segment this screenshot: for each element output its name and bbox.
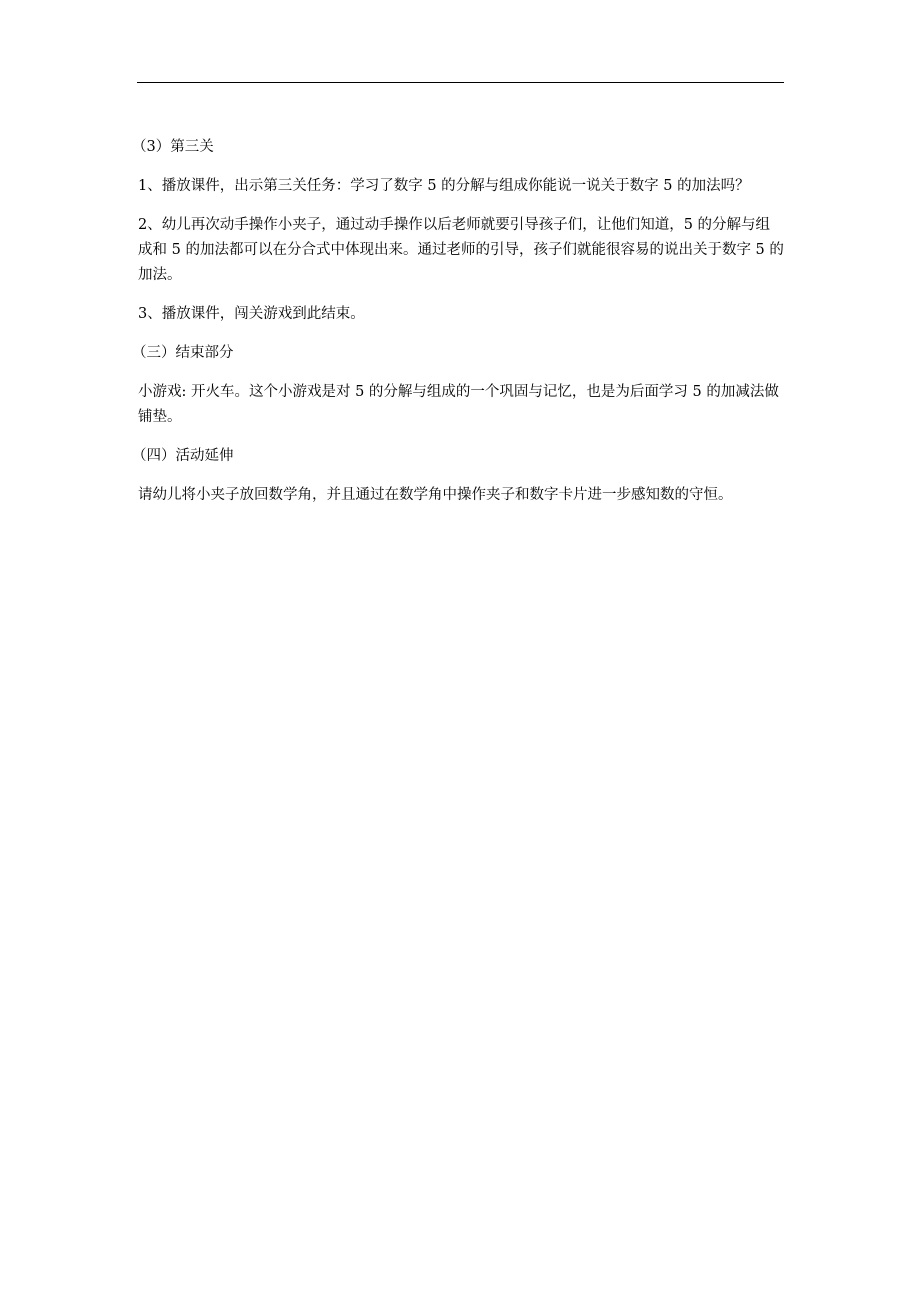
paragraph-step-2: 2、幼儿再次动手操作小夹子，通过动手操作以后老师就要引导孩子们，让他们知道，5 的分解与组成和 5 的加法都可以在分合式中体现出来。通过老师的引导，孩子们就能很容易的说出关于数字 5 的加法。 bbox=[138, 217, 784, 283]
paragraph-extension: 请幼儿将小夹子放回数学角，并且通过在数学角中操作夹子和数字卡片进一步感知数的守恒。 bbox=[138, 487, 733, 503]
sub-heading-third-level: （3）第三关 bbox=[132, 139, 214, 155]
paragraph-ending-game: 小游戏: 开火车。这个小游戏是对 5 的分解与组成的一个巩固与记忆，也是为后面学习 5 的加减法做铺垫。 bbox=[138, 384, 779, 425]
paragraph-step-3: 3、播放课件，闯关游戏到此结束。 bbox=[138, 306, 365, 322]
section-heading-extension: （四）活动延伸 bbox=[132, 448, 234, 464]
section-heading-ending: （三）结束部分 bbox=[132, 345, 234, 361]
paragraph-step-1: 1、播放课件，出示第三关任务：学习了数字 5 的分解与组成你能说一说关于数字 5 的加法吗？ bbox=[138, 178, 750, 194]
header-rule bbox=[137, 82, 784, 83]
document-body bbox=[132, 135, 784, 508]
